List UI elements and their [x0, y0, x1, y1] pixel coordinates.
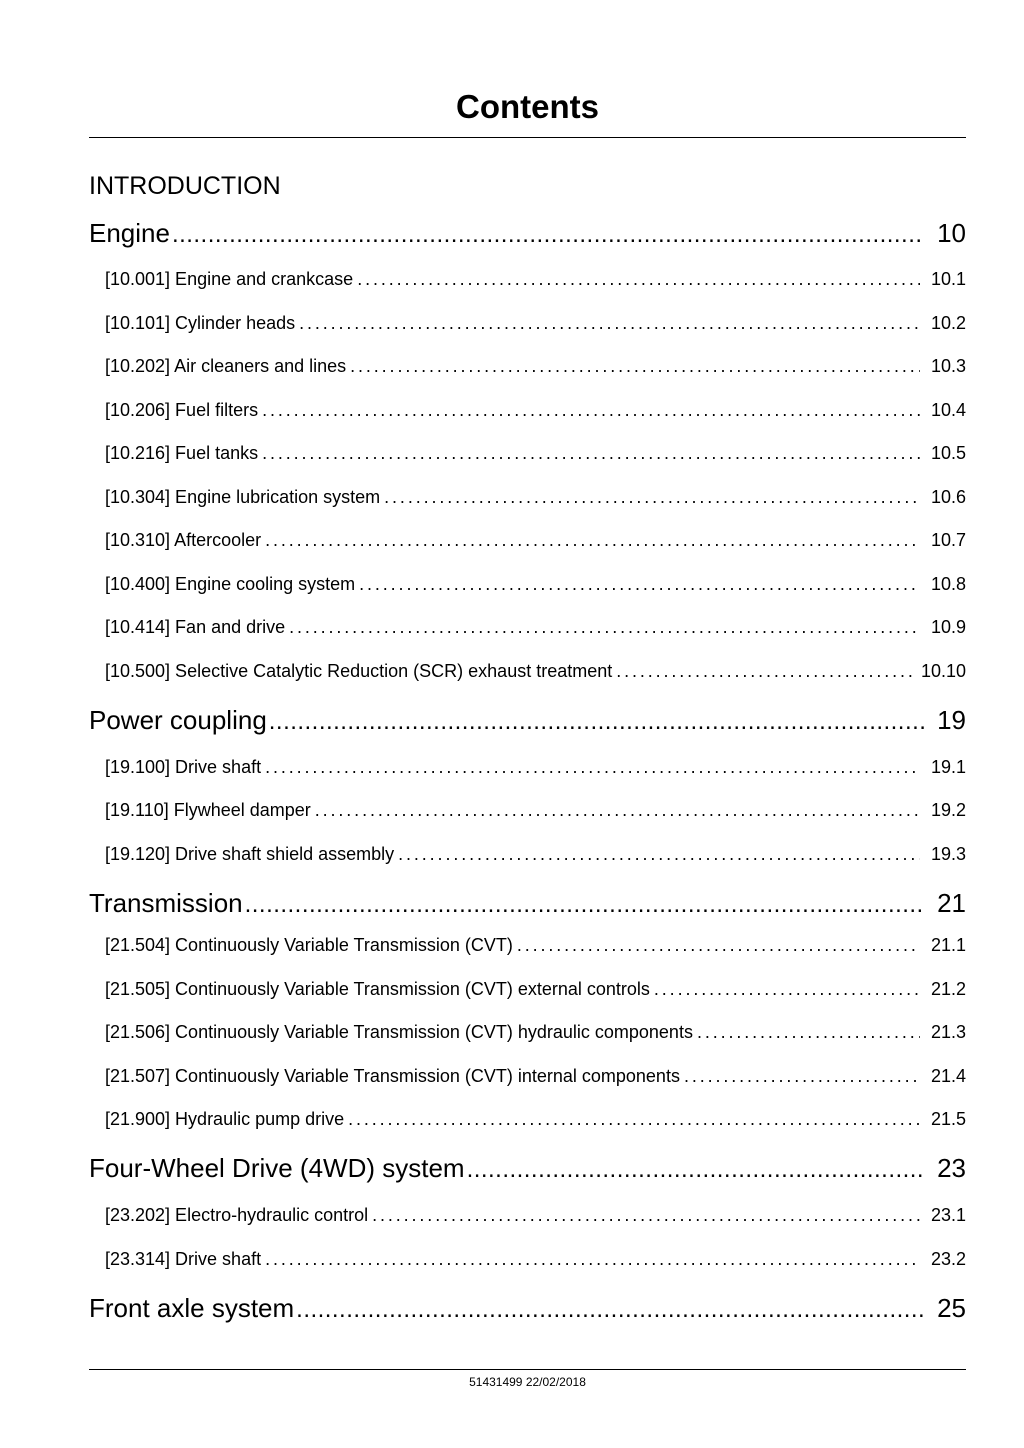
toc-page-number: 10.8: [930, 574, 966, 594]
dot-leader: [357, 268, 920, 290]
toc-page-number: 10.7: [930, 530, 966, 550]
toc-page-number: 19: [937, 705, 966, 735]
dot-leader: [265, 529, 920, 551]
toc-section-power-coupling[interactable]: [89, 705, 966, 735]
toc-entry[interactable]: [105, 616, 966, 638]
toc-entry-title: [10.101] Cylinder heads: [105, 313, 296, 333]
title-divider: [89, 137, 966, 138]
dot-leader: [262, 442, 920, 464]
toc-section-transmission[interactable]: [89, 888, 966, 918]
footer-doc-id: 51431499 22/02/2018: [469, 1375, 586, 1389]
dot-leader: [265, 756, 920, 778]
toc-entry[interactable]: [105, 1108, 966, 1130]
toc-entry-title: [19.120] Drive shaft shield assembly: [105, 844, 395, 864]
toc-entry-title: [10.400] Engine cooling system: [105, 574, 356, 594]
toc-entry-title: [19.110] Flywheel damper: [105, 800, 311, 820]
toc-page-number: 21.5: [930, 1109, 966, 1129]
toc-entry[interactable]: [105, 660, 966, 682]
toc-page-number: 10.3: [930, 356, 966, 376]
toc-entry[interactable]: [105, 486, 966, 508]
dot-leader: [467, 1155, 924, 1185]
dot-leader: [348, 1108, 920, 1130]
dot-leader: [398, 843, 920, 865]
toc-entry-title: [19.100] Drive shaft: [105, 757, 262, 777]
toc-page-number: 25: [937, 1293, 966, 1323]
toc-page-number: 19.2: [930, 800, 966, 820]
toc-entry-title: [21.505] Continuously Variable Transmission (CVT) external controls: [105, 979, 650, 999]
dot-leader: [350, 355, 920, 377]
toc-page-number: 23.2: [930, 1249, 966, 1269]
toc-page-number: 10.9: [930, 617, 966, 637]
toc-entry[interactable]: [105, 1021, 966, 1043]
toc-section-title: Power coupling: [89, 705, 267, 735]
toc-entry[interactable]: [105, 799, 966, 821]
toc-section-four-wheel-drive[interactable]: [89, 1153, 966, 1183]
dot-leader: [262, 399, 920, 421]
toc-entry[interactable]: [105, 978, 966, 1000]
toc-entry-title: [10.216] Fuel tanks: [105, 443, 259, 463]
dot-leader: [245, 890, 924, 920]
toc-page-number: 10.2: [930, 313, 966, 333]
dot-leader: [172, 220, 924, 250]
toc-page-number: 10.4: [930, 400, 966, 420]
toc-page-number: 19.1: [930, 757, 966, 777]
toc-page-number: 10.1: [930, 269, 966, 289]
dot-leader: [697, 1021, 920, 1043]
toc-entry-title: [10.500] Selective Catalytic Reduction (SCR) exhaust treatment: [105, 661, 613, 681]
toc-entry[interactable]: [105, 573, 966, 595]
toc-entry-title: [21.506] Continuously Variable Transmission (CVT) hydraulic components: [105, 1022, 693, 1042]
dot-leader: [517, 934, 920, 956]
toc-entry[interactable]: [105, 1204, 966, 1226]
introduction-heading: INTRODUCTION: [89, 172, 281, 200]
toc-entry-title: [10.001] Engine and crankcase: [105, 269, 354, 289]
dot-leader: [315, 799, 920, 821]
toc-section-title: Engine: [89, 218, 170, 248]
toc-section-title: Four-Wheel Drive (4WD) system: [89, 1153, 465, 1183]
toc-entry[interactable]: [105, 1065, 966, 1087]
toc-entry[interactable]: [105, 355, 966, 377]
toc-page-number: 21.1: [930, 935, 966, 955]
toc-entry-title: [10.206] Fuel filters: [105, 400, 259, 420]
toc-entry-title: [21.504] Continuously Variable Transmission (CVT): [105, 935, 513, 955]
toc-page-number: 21: [937, 888, 966, 918]
toc-page-number: 10.5: [930, 443, 966, 463]
toc-entry[interactable]: [105, 399, 966, 421]
toc-entry-title: [10.414] Fan and drive: [105, 617, 286, 637]
toc-page-number: 23.1: [930, 1205, 966, 1225]
toc-page-number: 21.2: [930, 979, 966, 999]
dot-leader: [296, 1295, 924, 1325]
toc-entry[interactable]: [105, 1248, 966, 1270]
toc-entry-title: [23.314] Drive shaft: [105, 1249, 262, 1269]
dot-leader: [265, 1248, 920, 1270]
toc-entry[interactable]: [105, 312, 966, 334]
toc-entry[interactable]: [105, 442, 966, 464]
toc-entry[interactable]: [105, 529, 966, 551]
dot-leader: [684, 1065, 920, 1087]
dot-leader: [299, 312, 920, 334]
toc-entry[interactable]: [105, 756, 966, 778]
toc-entry[interactable]: [105, 843, 966, 865]
toc-entry-title: [10.304] Engine lubrication system: [105, 487, 381, 507]
toc-entry-title: [21.900] Hydraulic pump drive: [105, 1109, 345, 1129]
page-title: Contents: [456, 88, 599, 125]
toc-entry-title: [23.202] Electro-hydraulic control: [105, 1205, 369, 1225]
toc-entry[interactable]: [105, 268, 966, 290]
dot-leader: [616, 660, 917, 682]
footer-divider: [89, 1369, 966, 1370]
toc-page-number: 21.4: [930, 1066, 966, 1086]
toc-page-number: 10.6: [930, 487, 966, 507]
toc-section-front-axle[interactable]: [89, 1293, 966, 1323]
dot-leader: [654, 978, 920, 1000]
dot-leader: [372, 1204, 920, 1226]
toc-section-title: Front axle system: [89, 1293, 295, 1323]
toc-entry-title: [21.507] Continuously Variable Transmission (CVT) internal components: [105, 1066, 680, 1086]
toc-page-number: 10.10: [920, 661, 966, 681]
toc-page-number: 21.3: [930, 1022, 966, 1042]
toc-page-number: 19.3: [930, 844, 966, 864]
toc-page-number: 23: [937, 1153, 966, 1183]
dot-leader: [269, 707, 924, 737]
dot-leader: [384, 486, 920, 508]
dot-leader: [359, 573, 920, 595]
dot-leader: [289, 616, 920, 638]
toc-entry-title: [10.202] Air cleaners and lines: [105, 356, 347, 376]
toc-entry-title: [10.310] Aftercooler: [105, 530, 262, 550]
toc-section-title: Transmission: [89, 888, 243, 918]
toc-section-engine[interactable]: [89, 218, 966, 248]
toc-page-number: 10: [937, 218, 966, 248]
toc-entry[interactable]: [105, 934, 966, 956]
